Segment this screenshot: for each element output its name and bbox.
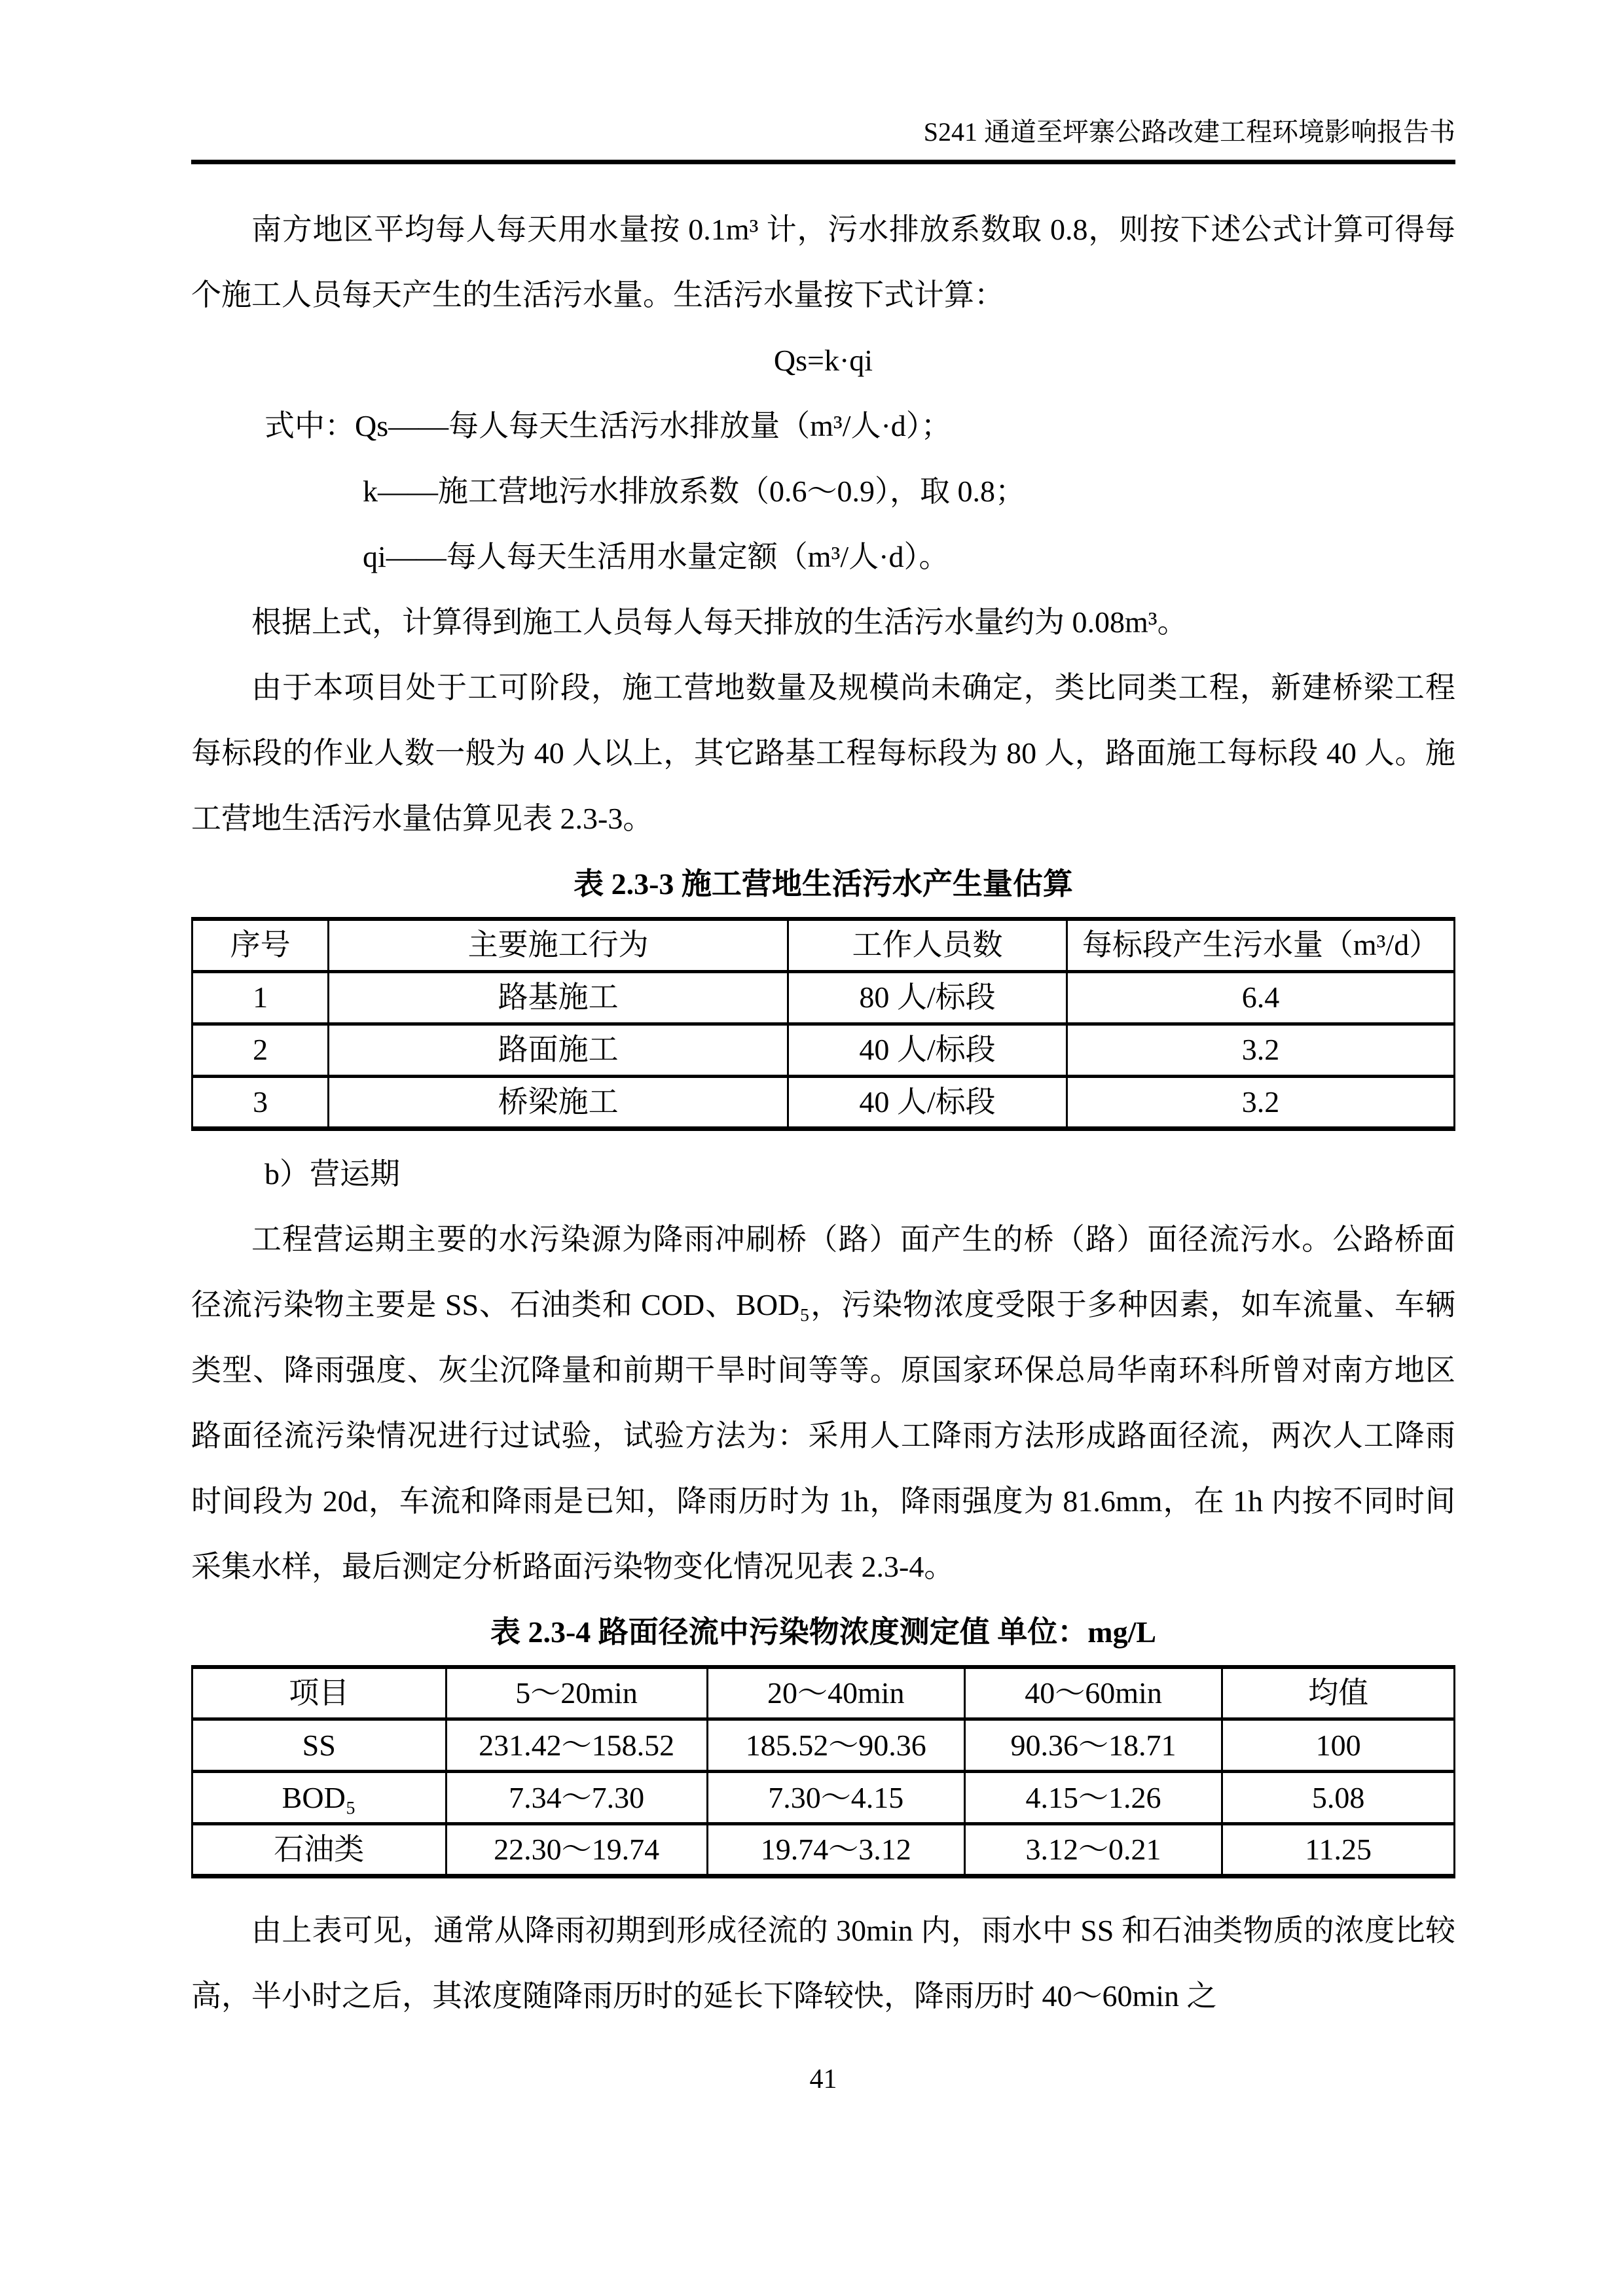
section-b-heading: b）营运期 [264,1157,400,1191]
paragraph-project-stage: 由于本项目处于工可阶段，施工营地数量及规模尚未确定，类比同类工程，新建桥梁工程每标段的作业人数一般为 40 人以上，其它路基工程每标段为 80 人，路面施工每标段 40 人。施工营地生活污水量估算见表 2.3-3。 [191,671,1455,835]
table-cell: 40 人/标段 [788,1076,1067,1128]
table-cell: 6.4 [1067,971,1455,1024]
column-header: 主要施工行为 [329,919,788,971]
column-header: 40～60min [964,1667,1222,1719]
table-cell: 231.42～158.52 [446,1719,707,1772]
table-cell: 185.52～90.36 [707,1719,964,1772]
page-content [191,164,1455,2029]
table-cell: 11.25 [1222,1824,1455,1876]
table-cell: BOD₅ [192,1772,447,1824]
column-header: 20～40min [707,1667,964,1719]
table-2-3-3-title: 表 2.3-3 施工营地生活污水产生量估算 [574,867,1073,901]
table-row [192,1024,1455,1076]
page-footer [191,2063,1455,2096]
table-cell: 7.30～4.15 [707,1772,964,1824]
table-header-row [192,919,1455,971]
column-header: 项目 [192,1667,447,1719]
paragraph-conclusion: 由上表可见，通常从降雨初期到形成径流的 30min 内，雨水中 SS 和石油类物质的浓度比较高，半小时之后，其浓度随降雨历时的延长下降较快，降雨历时 40～60min 之 [191,1914,1455,2013]
table-row [192,1076,1455,1128]
column-header: 5～20min [446,1667,707,1719]
paragraph-calc-result: 根据上式，计算得到施工人员每人每天排放的生活污水量约为 0.08m³。 [251,605,1188,639]
table-cell: 3.2 [1067,1024,1455,1076]
page-header [191,117,1455,164]
table-2-3-3 [191,917,1455,1131]
table-cell: 石油类 [192,1824,447,1876]
table-2-3-4 [191,1665,1455,1879]
table-cell: SS [192,1719,447,1772]
definition-k: k——施工营地污水排放系数（0.6～0.9），取 0.8； [363,475,1025,508]
paragraph-operation-period: 工程营运期主要的水污染源为降雨冲刷桥（路）面产生的桥（路）面径流污水。公路桥面径流污染物主要是 SS、石油类和 COD、BOD₅，污染物浓度受限于多种因素，如车流量、车辆类型、降雨强度、灰尘沉降量和前期干旱时间等等。原国家环保总局华南环科所曾对南方地区路面径流污染情况进行过试验，试验方法为：采用人工降雨方法形成路面径流，两次人工降雨时间段为 20d，车流和降雨是已知，降雨历时为 1h，降雨强度为 81.6mm，在 1h 内按不同时间采集水样，最后测定分析路面污染物变化情况见表 2.3-4。 [191,1222,1455,1583]
column-header: 均值 [1222,1667,1455,1719]
table-cell: 40 人/标段 [788,1024,1067,1076]
column-header: 每标段产生污水量（m³/d） [1067,919,1455,971]
table-row [192,1772,1455,1824]
table-2-3-4-title: 表 2.3-4 路面径流中污染物浓度测定值 单位：mg/L [490,1615,1157,1649]
report-title: S241 通道至坪寨公路改建工程环境影响报告书 [923,117,1455,147]
table-cell: 4.15～1.26 [964,1772,1222,1824]
table-cell: 100 [1222,1719,1455,1772]
table-cell: 路基施工 [329,971,788,1024]
table-cell: 22.30～19.74 [446,1824,707,1876]
formula-qs: Qs=k·qi [773,344,873,377]
table-cell: 路面施工 [329,1024,788,1076]
table-cell: 5.08 [1222,1772,1455,1824]
table-cell: 桥梁施工 [329,1076,788,1128]
table-cell: 3 [192,1076,329,1128]
paragraph-water-usage: 南方地区平均每人每天用水量按 0.1m³ 计，污水排放系数取 0.8，则按下述公式计算可得每个施工人员每天产生的生活污水量。生活污水量按下式计算： [191,213,1455,312]
table-cell: 7.34～7.30 [446,1772,707,1824]
definition-qs: 式中：Qs——每人每天生活污水排放量（m³/人·d）； [264,409,951,442]
table-cell: 19.74～3.12 [707,1824,964,1876]
table-row [192,1824,1455,1876]
table-cell: 80 人/标段 [788,971,1067,1024]
table-cell: 2 [192,1024,329,1076]
column-header: 序号 [192,919,329,971]
column-header: 工作人员数 [788,919,1067,971]
page-number: 41 [809,2064,837,2094]
table-cell: 90.36～18.71 [964,1719,1222,1772]
definition-qi: qi——每人每天生活用水量定额（m³/人·d）。 [363,540,949,573]
table-cell: 1 [192,971,329,1024]
table-row [192,971,1455,1024]
table-cell: 3.12～0.21 [964,1824,1222,1876]
table-row [192,1719,1455,1772]
table-header-row [192,1667,1455,1719]
table-cell: 3.2 [1067,1076,1455,1128]
